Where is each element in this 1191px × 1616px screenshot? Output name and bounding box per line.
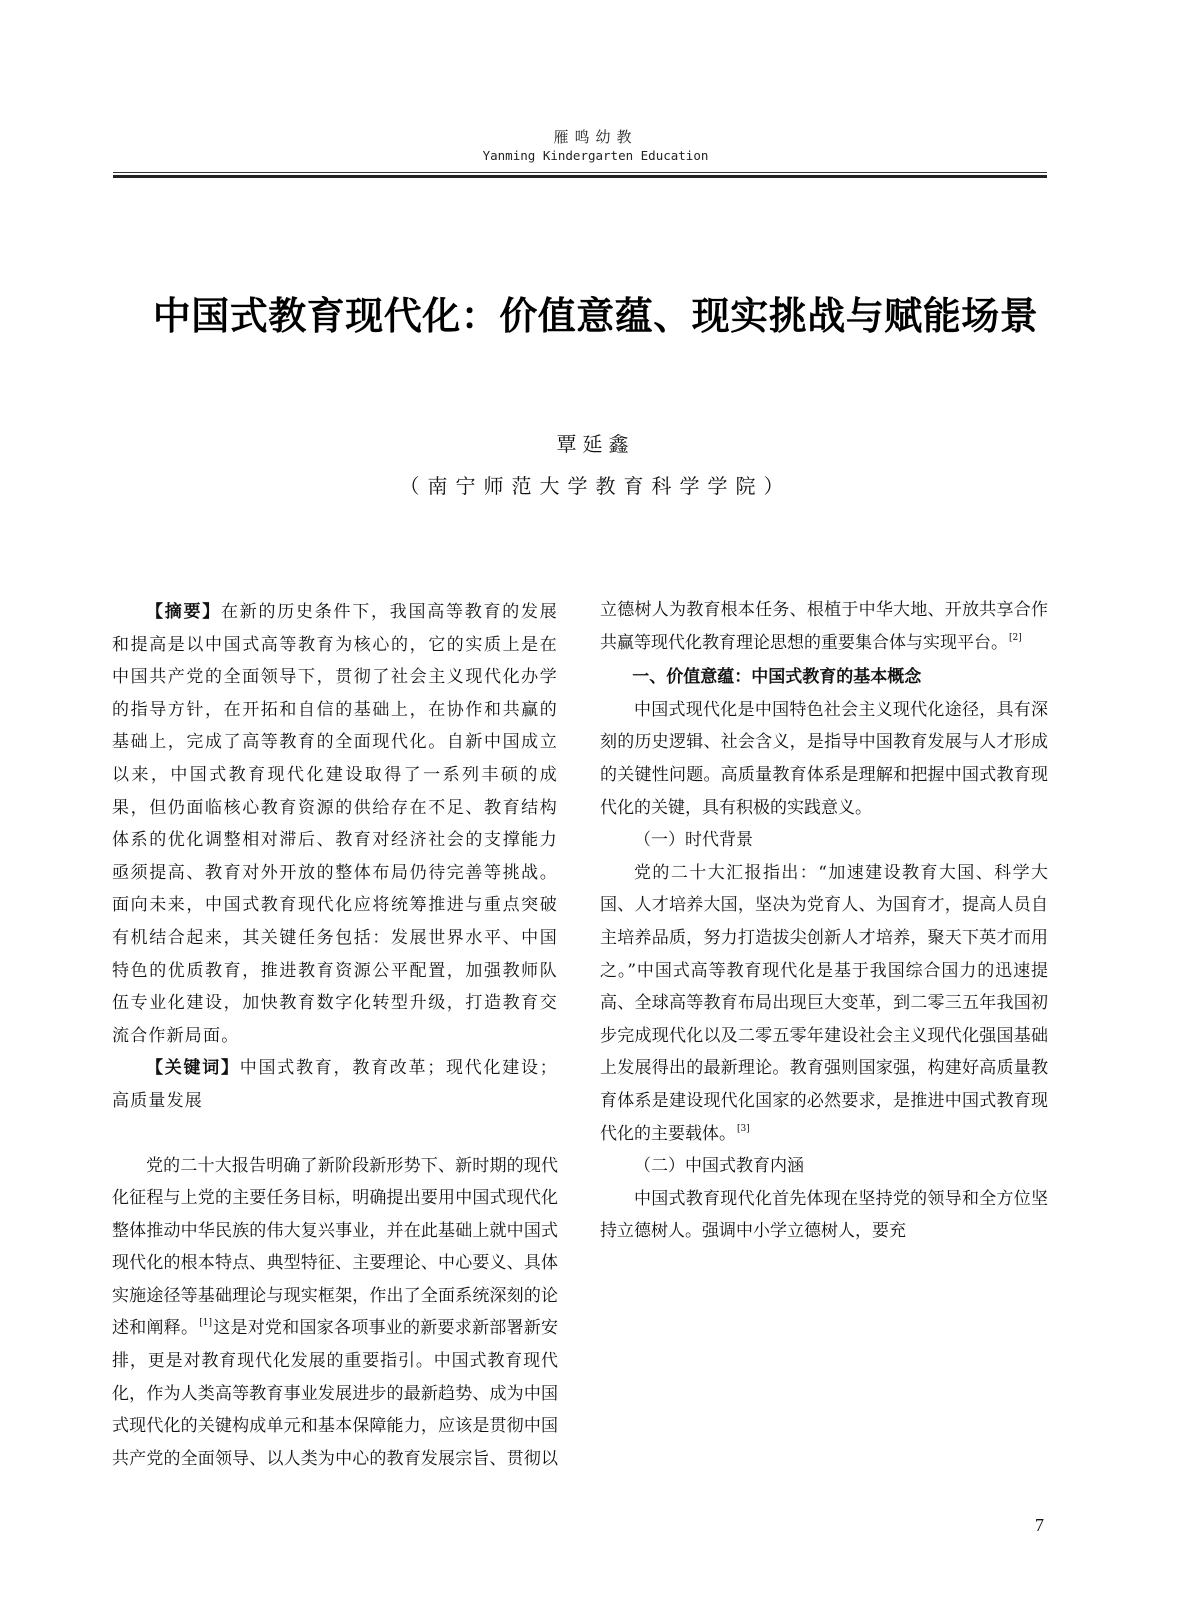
section-heading-1: 一、价值意蕴：中国式教育的基本概念: [632, 667, 922, 688]
keywords: [112, 1052, 558, 1117]
left-column: [112, 596, 558, 1478]
subsection-1-paragraph: [600, 857, 1048, 1150]
citation-2[interactable]: [2]: [1009, 632, 1022, 643]
subsection-heading-1: （一）时代背景: [634, 830, 753, 851]
journal-name-cn: 雁鸣幼教: [553, 128, 638, 146]
subsection-1-text: 党的二十大汇报指出：“加速建设教育大国、科学大国、人才培养大国，坚决为党育人、为国育才，提高人员自主培养品质，努力打造拔尖创新人才培养，聚天下英才而用之。”中国式高等教育现代化是基于我国综合国力的迅速提高、全球高等教育布局出现巨大变革，到二零三五年我国初步完成现代化以及二零五零年建设社会主义现代化强国基础上发展得出的最新理论。教育强则国家强，构建好高质量教育体系是建设现代化国家的必然要求，是推进中国式教育现代化的主要载体。: [600, 862, 1048, 1144]
section-gap: [112, 1118, 558, 1150]
intro-text-1: 党的二十大报告明确了新阶段新形势下、新时期的现代化征程与上党的主要任务目标，明确提出要用中国式现代化整体推动中华民族的伟大复兴事业，并在此基础上就中国式现代化的根本特点、典型特征、主要理论、中心要义、具体实施途径等基础理论与现实框架，作出了全面系统深刻的论述和阐释。: [112, 1155, 558, 1339]
header-rule-thick: [113, 175, 1047, 178]
keywords-label: 【关键词】: [146, 1058, 240, 1079]
author-affiliation: （南宁师范大学教育科学学院）: [399, 474, 792, 498]
intro-paragraph: [112, 1150, 558, 1479]
intro-text-2: 这是对党和国家各项事业的新要求新部署新安排，更是对教育现代化发展的重要指引。中国式教育现代化，作为人类高等教育事业发展进步的最新趋势、成为中国式现代化的关键构成单元和基本保障能力，应该是贯彻中国共产党的全面领导、以人类为中心的教育发展宗旨、贯彻以: [112, 1318, 558, 1469]
citation-1[interactable]: [1]: [199, 1318, 212, 1329]
intro-text-2: 立德树人为教育根本任务、根植于中华大地、开放共享合作共赢等现代化教育理论思想的重要集合体与实现平台。: [600, 599, 1048, 653]
abstract-text: 在新的历史条件下，我国高等教育的发展和提高是以中国式高等教育为核心的，它的实质上是在中国共产党的全面领导下，贯彻了社会主义现代化办学的指导方针，在开拓和自信的基础上，在协作和共赢的基础上，完成了高等教育的全面现代化。自新中国成立以来，中国式教育现代化建设取得了一系列丰硕的成果，但仍面临核心教育资源的供给存在不足、教育结构体系的优化调整相对滞后、教育对经济社会的支撑能力亟须提高、教育对外开放的整体布局仍待完善等挑战。面向未来，中国式教育现代化应将统筹推进与重点突破有机结合起来，其关键任务包括：发展世界水平、中国特色的优质教育，推进教育资源公平配置，加强教师队伍专业化建设，加快教育数字化转型升级，打造教育交流合作新局面。: [112, 602, 558, 1046]
citation-3[interactable]: [3]: [737, 1123, 750, 1134]
page-number: 7: [1035, 1515, 1044, 1535]
section-1-paragraph: 中国式现代化是中国特色社会主义现代化途径，具有深刻的历史逻辑、社会含义，是指导中国教育发展与人才形成的关键性问题。高质量教育体系是理解和把握中国式教育现代化的关键，具有积极的实践意义。: [600, 699, 1048, 818]
header-rule-thin: [113, 172, 1047, 173]
intro-paragraph-continued: [600, 596, 1048, 659]
intro-continuation: [600, 596, 1048, 661]
author-name: 覃延鑫: [556, 432, 635, 456]
abstract-label: 【摘要】: [146, 602, 222, 622]
abstract: [112, 596, 558, 1052]
subsection-heading-2: （二）中国式教育内涵: [634, 1156, 804, 1177]
journal-name-en: Yanming Kindergarten Education: [482, 148, 709, 163]
right-column: [600, 596, 1048, 1248]
subsection-2-paragraph: 中国式教育现代化首先体现在坚持党的领导和全方位坚持立德树人。强调中小学立德树人，要充: [600, 1188, 1048, 1242]
keywords-text: 中国式教育，教育改革；现代化建设；高质量发展: [112, 1058, 558, 1111]
article-title: 中国式教育现代化：价值意蕴、现实挑战与赋能场景: [152, 294, 1039, 338]
